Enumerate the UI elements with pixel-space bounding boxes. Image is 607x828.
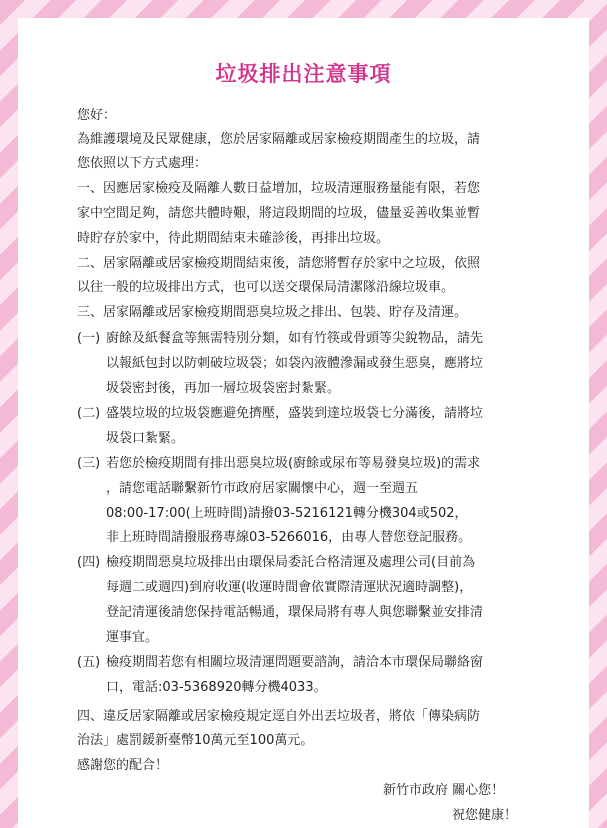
thanks-text: 感謝您的配合！	[77, 758, 169, 773]
notice-title: 垃圾排出注意事項	[215, 62, 392, 86]
sub2-line-1: 盛裝垃圾的垃圾袋應避免擠壓，盛裝到達垃圾袋七分滿後，請將垃	[106, 406, 484, 421]
sub5-line-2: 口，電話:03-5368920轉分機4033。	[106, 680, 327, 695]
signature: 新竹市政府 關心您！	[383, 783, 505, 798]
item2-line-1: 二、居家隔離或居家檢疫期間結束後，請您將暫存於家中之垃圾，依照	[77, 256, 481, 271]
item2-line-2: 以往一般的垃圾排出方式，也可以送交環保局清潔隊沿線垃圾車。	[77, 280, 455, 295]
sub3-number: (三)	[77, 456, 101, 471]
sub4-line-4: 運事宜。	[106, 630, 159, 645]
sub4-number: (四)	[77, 555, 101, 570]
item3-line: 三、居家隔離或居家檢疫期間惡臭垃圾之排出、包裝、貯存及清運。	[77, 305, 468, 320]
sub3-line-1: 若您於檢疫期間有排出惡臭垃圾(廚餘或尿布等易發臭垃圾)的需求	[106, 456, 481, 471]
sub4-line-3: 登記清運後請您保持電話暢通，環保局將有專人與您聯繫並安排清	[106, 605, 484, 620]
sub4-line-2: 每週二或週四)到府收運(收運時間會依實際清運狀況適時調整)，	[106, 580, 473, 595]
item1-line-2: 家中空間足夠，請您共體時艱，將這段期間的垃圾，儘量妥善收集並暫	[77, 206, 481, 221]
sub5-number: (五)	[77, 655, 101, 670]
item4-line-2: 治法」處罰鍰新臺幣10萬元至100萬元。	[77, 733, 314, 748]
closing-text: 祝您健康！	[452, 808, 518, 823]
sub1-number: (一)	[77, 331, 101, 346]
sub3-line-3: 08:00-17:00(上班時間)請撥03-5216121轉分機304或502，	[106, 506, 468, 521]
sub1-line-1: 廚餘及紙餐盒等無需特別分類，如有竹筷或骨頭等尖銳物品，請先	[106, 331, 484, 346]
sub1-line-2: 以報紙包封以防刺破垃圾袋；如袋內液體滲漏或發生惡臭，應將垃	[106, 356, 484, 371]
intro-line-1: 為維護環境及民眾健康，您於居家隔離或居家檢疫期間產生的垃圾，請	[77, 132, 481, 147]
sub2-line-2: 圾袋口紮緊。	[106, 431, 185, 446]
intro-line-2: 您依照以下方式處理：	[77, 156, 208, 171]
notice-sheet	[18, 18, 589, 828]
item4-line-1: 四、違反居家隔離或居家檢疫規定逕自外出丟垃圾者，將依「傳染病防	[77, 709, 481, 724]
sub3-line-4: 非上班時間請撥服務專線03-5266016，由專人替您登記服務。	[106, 530, 472, 545]
sub3-line-2: ，請您電話聯繫新竹市政府居家關懷中心，週一至週五	[106, 481, 419, 496]
greeting: 您好：	[77, 108, 117, 123]
sub1-line-3: 圾袋密封後，再加一層垃圾袋密封紮緊。	[106, 381, 341, 396]
sub4-line-1: 檢疫期間惡臭垃圾排出由環保局委託合格清運及處理公司(目前為	[106, 555, 476, 570]
item1-line-1: 一、因應居家檢疫及隔離人數日益增加，垃圾清運服務量能有限，若您	[77, 181, 481, 196]
item1-line-3: 時貯存於家中，待此期間結束未確診後，再排出垃圾。	[77, 231, 390, 246]
sub2-number: (二)	[77, 406, 101, 421]
sub5-line-1: 檢疫期間若您有相關垃圾清運問題要諮詢，請洽本市環保局聯絡窗	[106, 655, 484, 670]
